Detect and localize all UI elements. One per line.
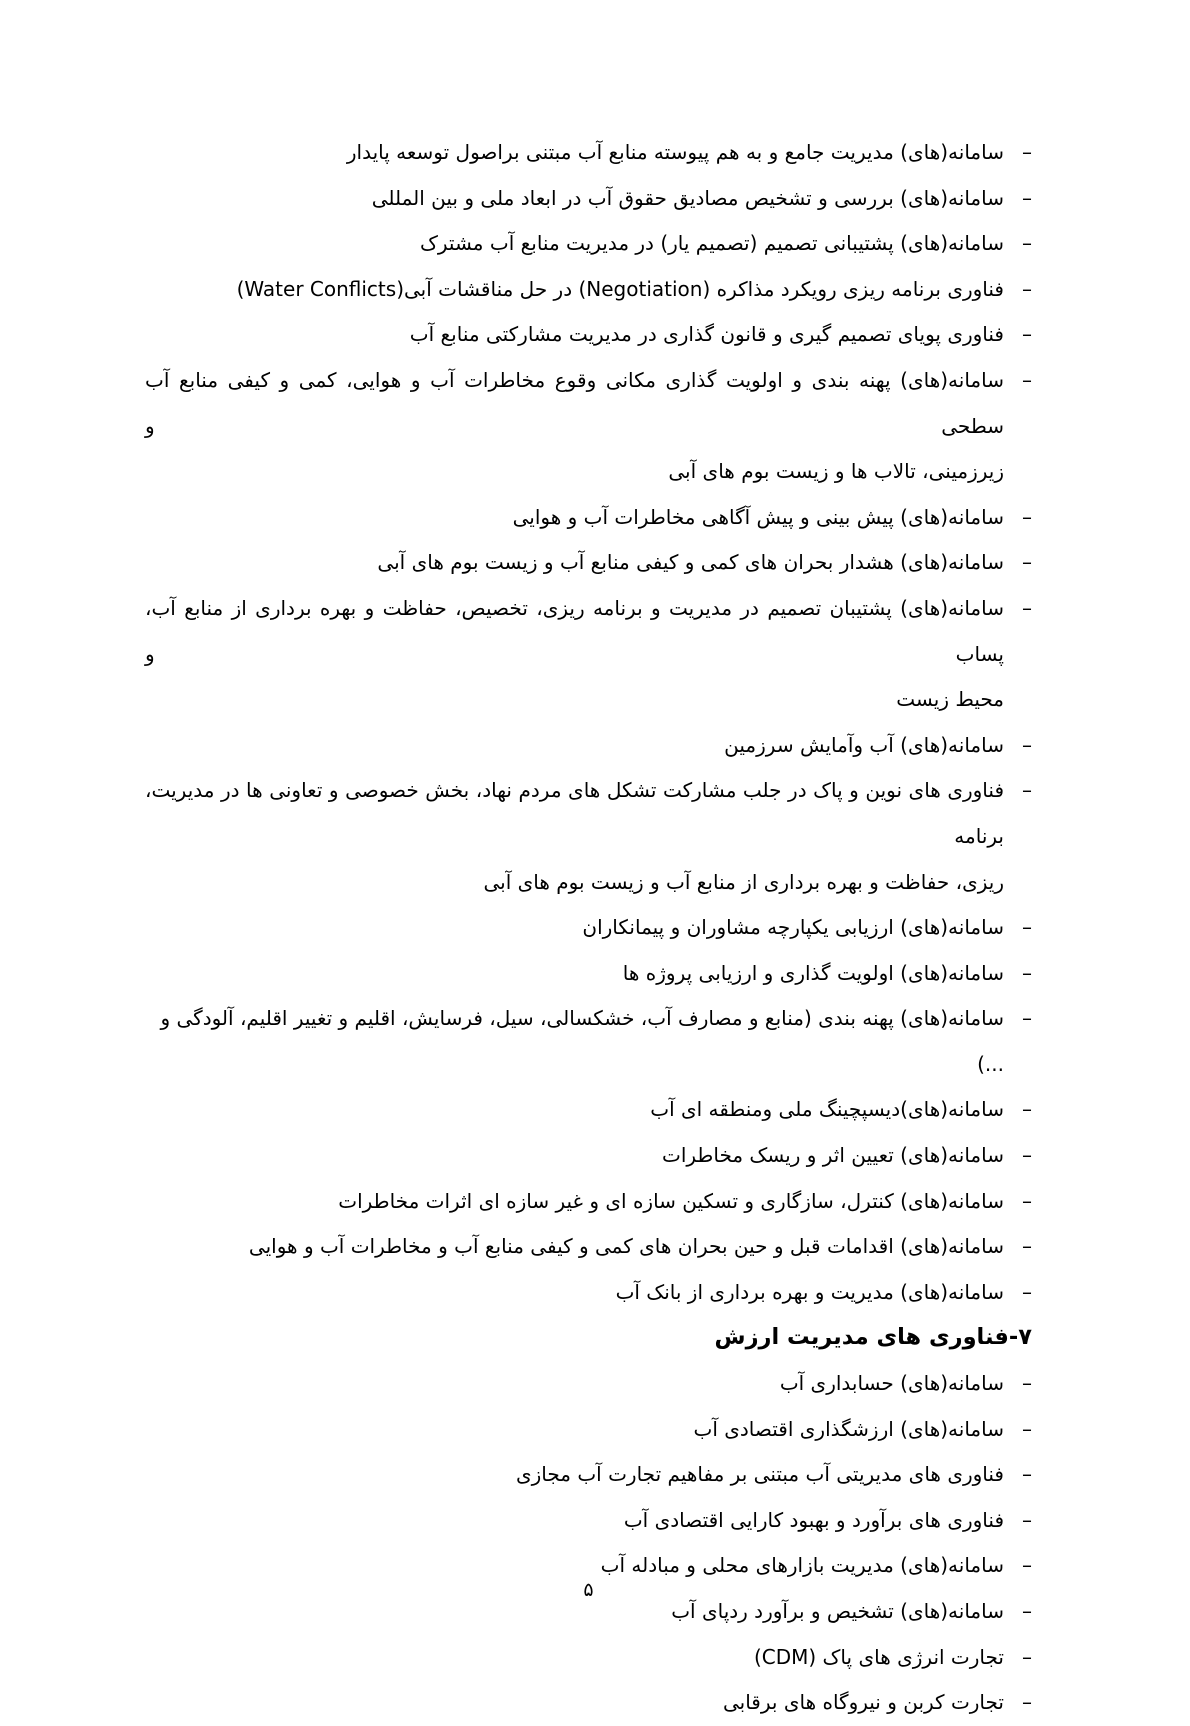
- list-item-line: سامانه(های) پشتیبانی تصمیم (تصمیم یار) در مدیریت منابع آب مشترک: [419, 231, 1004, 256]
- list-item-line: محیط زیست: [896, 687, 1004, 712]
- list-item: [145, 1635, 1032, 1681]
- list-item: [145, 723, 1032, 769]
- list-item-line: سامانه(های) تعیین اثر و ریسک مخاطرات: [662, 1143, 1004, 1168]
- list-item-line: سامانه(های) اقدامات قبل و حین بحران های کمی و کیفی منابع آب و مخاطرات آب و هوایی: [248, 1234, 1004, 1259]
- list-item-line: سامانه(های) مدیریت بازارهای محلی و مبادله آب: [600, 1553, 1004, 1578]
- list-item: [145, 1452, 1032, 1498]
- list-item-line: سامانه(های) ارزیابی یکپارچه مشاوران و پیمانکاران: [582, 915, 1004, 940]
- list-item-line: فناوری پویای تصمیم گیری و قانون گذاری در مدیریت مشارکتی منابع آب: [409, 322, 1004, 347]
- bullet-dash: –: [1022, 1644, 1032, 1669]
- bullet-dash: –: [1022, 1279, 1032, 1304]
- list-item-line: فناوری های برآورد و بهبود کارایی اقتصادی آب: [623, 1507, 1004, 1532]
- list-item-line: ریزی، حفاظت و بهره برداری از منابع آب و زیست بوم های آبی: [483, 869, 1004, 894]
- bullet-dash: –: [1022, 915, 1032, 940]
- list-item: [145, 1270, 1032, 1316]
- page-number: ۵: [583, 1579, 594, 1601]
- bullet-dash: –: [1022, 1006, 1032, 1031]
- list-item-line: سامانه(های) مدیریت و بهره برداری از بانک آب: [615, 1279, 1004, 1304]
- list-item-line: فناوری های نوین و پاک در جلب مشارکت تشکل های مردم نهاد، بخش خصوصی و تعاونی ها در مدیریت، برنامه: [145, 778, 1004, 848]
- list-item: [145, 1407, 1032, 1453]
- list-item: [145, 1498, 1032, 1544]
- list-item-line: سامانه(های) کنترل، سازگاری و تسکین سازه ای و غیر سازه ای اثرات مخاطرات: [338, 1188, 1004, 1213]
- bullet-dash: –: [1022, 1462, 1032, 1487]
- list-item: [145, 540, 1032, 586]
- bullet-dash: –: [1022, 1143, 1032, 1168]
- list-item-line: فناوری برنامه ریزی رویکرد مذاکره (Negotiation) در حل مناقشات آبی(Water Conflicts): [236, 276, 1004, 301]
- list-item-line: سامانه(های) ارزشگذاری اقتصادی آب: [693, 1416, 1004, 1441]
- list-item-line: سامانه(های) پیش بینی و پیش آگاهی مخاطرات آب و هوایی: [512, 504, 1004, 529]
- list-item: [145, 905, 1032, 951]
- bullet-dash: –: [1022, 1234, 1032, 1259]
- bullet-dash: –: [1022, 1507, 1032, 1532]
- list-item-line: سامانه(های) هشدار بحران های کمی و کیفی منابع آب و زیست بوم های آبی: [377, 550, 1004, 575]
- list-item-line: فناوری های مدیریتی آب مبتنی بر مفاهیم تجارت آب مجازی: [515, 1462, 1004, 1487]
- bullet-dash: –: [1022, 778, 1032, 803]
- list-item: [145, 768, 1032, 905]
- list-item-line: سامانه(های) پهنه بندی (منابع و مصارف آب، خشکسالی، سیل، فرسایش، اقلیم و تغییر اقلیم، آلودگی و ...): [160, 1006, 1004, 1076]
- bullet-dash: –: [1022, 322, 1032, 347]
- bullet-dash: –: [1022, 550, 1032, 575]
- list-item: [145, 1133, 1032, 1179]
- list-item-line: تجارت انرژی های پاک (CDM): [753, 1644, 1004, 1669]
- list-item: [145, 1179, 1032, 1225]
- bullet-list: [145, 130, 1032, 1726]
- bullet-dash: –: [1022, 1599, 1032, 1623]
- list-item: [145, 996, 1032, 1087]
- bullet-dash: –: [1022, 1371, 1032, 1396]
- list-item: [145, 586, 1032, 723]
- list-item: [145, 312, 1032, 358]
- list-item: [145, 495, 1032, 541]
- list-item-line: زیرزمینی، تالاب ها و زیست بوم های آبی: [668, 459, 1004, 484]
- list-item: [145, 951, 1032, 997]
- list-item: [145, 358, 1032, 495]
- list-item-line: سامانه(های) آب وآمایش سرزمین: [724, 732, 1004, 757]
- list-item-line: سامانه(های) اولویت گذاری و ارزیابی پروژه ها: [622, 960, 1004, 985]
- list-item: [145, 1087, 1032, 1133]
- bullet-dash: –: [1022, 595, 1032, 620]
- list-item-line: سامانه(های) مدیریت جامع و به هم پیوسته منابع آب مبتنی براصول توسعه پایدار: [346, 140, 1004, 164]
- list-item: [145, 267, 1032, 313]
- bullet-dash: –: [1022, 140, 1032, 164]
- bullet-dash: –: [1022, 1416, 1032, 1441]
- bullet-dash: –: [1022, 504, 1032, 529]
- bullet-dash: –: [1022, 1690, 1032, 1715]
- list-item: [145, 1361, 1032, 1407]
- section-heading-text: ۷-فناوری های مدیریت ارزش: [714, 1324, 1032, 1351]
- list-item: [145, 1224, 1032, 1270]
- list-item-line: سامانه(های)دیسپچینگ ملی ومنطقه ای آب: [650, 1097, 1004, 1122]
- bullet-dash: –: [1022, 1553, 1032, 1578]
- list-item-line: تجارت کربن و نیروگاه های برقابی: [722, 1690, 1004, 1715]
- list-item-line: سامانه(های) حسابداری آب: [779, 1371, 1004, 1396]
- list-item: [145, 130, 1032, 176]
- list-item: [145, 221, 1032, 267]
- list-item-line: سامانه(های) تشخیص و برآورد ردپای آب: [671, 1599, 1004, 1623]
- list-item-line: سامانه(های) پشتیبان تصمیم در مدیریت و برنامه ریزی، تخصیص، حفاظت و بهره برداری از منابع آب، پساب و: [145, 595, 1004, 666]
- list-item-line: سامانه(های) پهنه بندی و اولویت گذاری مکانی وقوع مخاطرات آب و هوایی، کمی و کیفی منابع آب سطحی و: [145, 367, 1004, 438]
- bullet-dash: –: [1022, 732, 1032, 757]
- bullet-dash: –: [1022, 960, 1032, 985]
- bullet-dash: –: [1022, 1097, 1032, 1122]
- bullet-dash: –: [1022, 276, 1032, 301]
- bullet-dash: –: [1022, 367, 1032, 392]
- list-item: [145, 1680, 1032, 1726]
- bullet-dash: –: [1022, 185, 1032, 210]
- bullet-dash: –: [1022, 231, 1032, 256]
- list-item: [145, 176, 1032, 222]
- list-item-line: سامانه(های) بررسی و تشخیص مصادیق حقوق آب در ابعاد ملی و بین المللی: [371, 185, 1004, 210]
- bullet-dash: –: [1022, 1188, 1032, 1213]
- section-heading: [145, 1315, 1032, 1361]
